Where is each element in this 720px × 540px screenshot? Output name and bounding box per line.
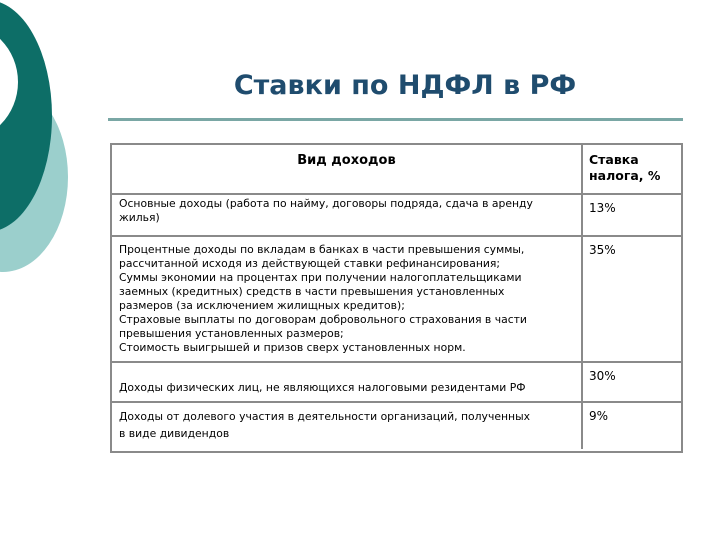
- income-type-line: Основные доходы (работа по найму, договоры подряда, сдача в аренду: [119, 197, 533, 210]
- table-row: [112, 194, 681, 236]
- income-type-cell: [112, 236, 582, 362]
- table-row: [112, 236, 681, 362]
- income-type-line: Суммы экономии на процентах при получении налогоплательщиками: [119, 271, 522, 285]
- tax-rates-table: [110, 143, 683, 453]
- income-type-line: заемных (кредитных) средств в части превышения установленных: [119, 285, 505, 299]
- table-row: [112, 402, 681, 448]
- income-type-line: превышения установленных размеров;: [119, 327, 344, 341]
- income-type-line: Доходы от долевого участия в деятельности организаций, полученных: [119, 410, 531, 424]
- decorative-circles: [0, 0, 120, 300]
- income-type-line: Страховые выплаты по договорам добровольного страхования в части: [119, 313, 527, 327]
- income-type-line: Стоимость выигрышей и призов сверх установленных норм.: [119, 341, 466, 355]
- income-type-cell: [112, 402, 582, 448]
- tax-rate-cell: 9%: [589, 409, 609, 424]
- tax-rate-cell: 30%: [582, 362, 681, 402]
- table-header-row: [112, 145, 681, 194]
- income-type-line: рассчитанной исходя из действующей ставки рефинансирования;: [119, 257, 501, 271]
- income-type-line: размеров (за исключением жилищных кредитов);: [119, 299, 405, 313]
- income-type-line: Доходы физических лиц, не являющихся налоговыми резидентами РФ: [119, 381, 526, 395]
- income-type-line: Процентные доходы по вкладам в банках в части превышения суммы,: [119, 243, 525, 256]
- title-divider: [108, 118, 683, 121]
- income-type-line: жилья): [119, 211, 160, 225]
- income-type-line: в виде дивидендов: [119, 427, 230, 441]
- tax-rate-cell: 35%: [582, 236, 681, 362]
- header-tax-rate-line2: налога, %: [589, 167, 661, 183]
- income-type-cell: [112, 194, 582, 236]
- tax-rate-cell: 13%: [582, 194, 681, 236]
- page-title: Ставки по НДФЛ в РФ: [233, 70, 577, 101]
- header-tax-rate: [582, 145, 681, 194]
- income-type-cell: [112, 362, 582, 402]
- header-income-type: Вид доходов: [112, 145, 582, 194]
- header-tax-rate-line1: Ставка: [589, 152, 639, 167]
- table-row: [112, 362, 681, 402]
